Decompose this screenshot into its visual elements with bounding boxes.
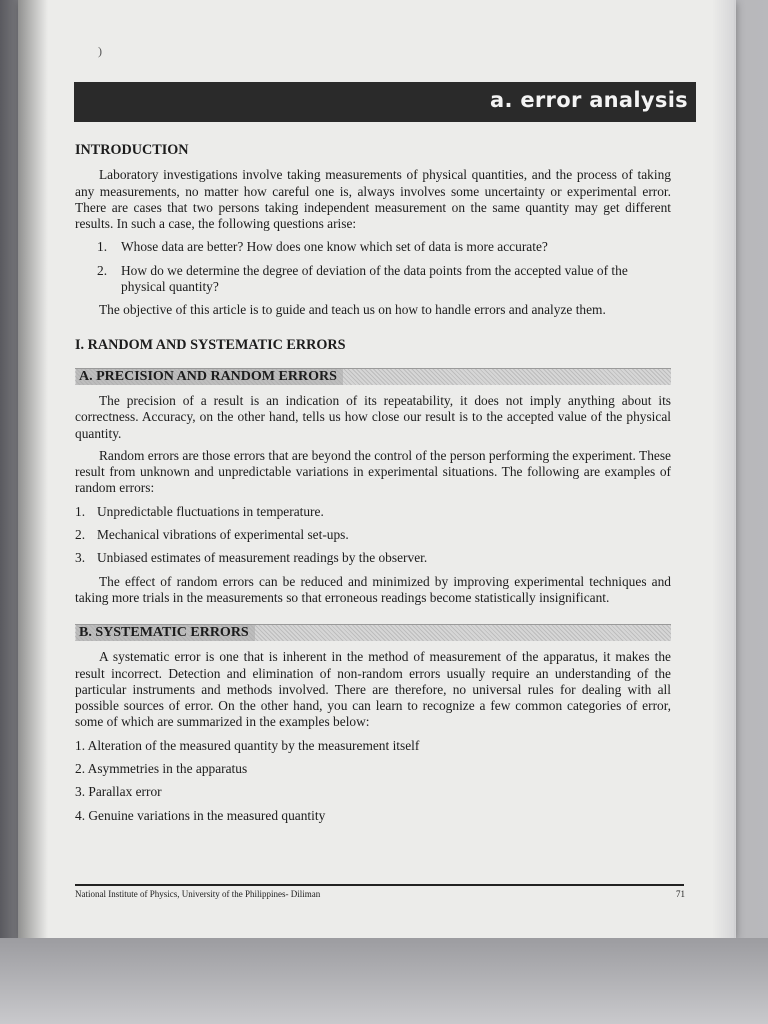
systematic-paragraph: A systematic error is one that is inherent in the method of measurement of the apparatus, it makes the result incorrect. Detection and elimination of non-random errors usually require an understanding of the particular instruments and methods involved. There are therefore, no universal rules for dealing with all possible sources of error. On the other hand, you can learn to recognize a few common categories of error, some of which are summarized in the examples below: [75, 649, 671, 730]
footer-institution: National Institute of Physics, University of the Philippines- Diliman [75, 889, 321, 899]
margin-mark: ) [98, 44, 102, 58]
list-item [75, 263, 671, 296]
list-item [75, 504, 671, 520]
intro-paragraph: Laboratory investigations involve taking measurements of physical quantities, and the process of taking any measurements, no matter how careful one is, always involves some uncertainty or experimental error. There are cases that two persons taking independent measurement on the same quantity may get different results. In such a case, the following questions arise: [75, 167, 671, 232]
chapter-header-bar [74, 82, 696, 122]
systematic-error-examples [75, 738, 671, 824]
list-number: 3. [75, 550, 86, 566]
random-errors-effect-paragraph: The effect of random errors can be reduced and minimized by improving experimental techniques and taking more trials in the measurements so that erroneous readings become statistically insignificant. [75, 573, 671, 605]
intro-questions [75, 239, 671, 295]
list-item: 3. Parallax error [75, 784, 162, 800]
list-text: Unbiased estimates of measurement readings by the observer. [97, 550, 428, 566]
objective-paragraph: The objective of this article is to guide and teach us on how to handle errors and analyze them. [99, 302, 606, 318]
section-bar-precision [75, 368, 671, 385]
chapter-title: a. error analysis [490, 88, 688, 112]
random-errors-paragraph: Random errors are those errors that are beyond the control of the person performing the experiment. These result from unknown and unpredictable variations in experimental situations. The following are examples of random errors: [75, 447, 671, 496]
page-right-edge [712, 0, 736, 938]
list-item [75, 550, 671, 566]
list-number: 1. [97, 239, 108, 255]
list-item [75, 527, 671, 543]
list-number: 2. [97, 262, 108, 278]
precision-paragraph: The precision of a result is an indication of its repeatability, it does not imply anything about its correctness. Accuracy, on the other hand, tells us how close our result is to the accepted value of the physical quantity. [75, 392, 671, 441]
list-item: 4. Genuine variations in the measured quantity [75, 807, 326, 823]
scanner-bed [0, 938, 768, 1024]
page-binding-shadow [18, 0, 48, 938]
footer-rule [75, 884, 684, 886]
section-heading-systematic: B. SYSTEMATIC ERRORS [76, 625, 255, 641]
list-item: 1. Alteration of the measured quantity by the measurement itself [75, 737, 420, 753]
list-text: Mechanical vibrations of experimental set-ups. [97, 527, 349, 543]
list-number: 1. [75, 503, 86, 519]
list-text: Whose data are better? How does one know which set of data is more accurate? [121, 239, 548, 255]
page-content [75, 142, 671, 831]
random-error-examples [75, 504, 671, 567]
list-text: How do we determine the degree of deviation of the data points from the accepted value of the physical quantity? [121, 262, 628, 295]
list-number: 2. [75, 527, 86, 543]
list-item: 2. Asymmetries in the apparatus [75, 761, 248, 777]
section-heading-random-systematic: I. RANDOM AND SYSTEMATIC ERRORS [75, 336, 346, 353]
page-number: 71 [676, 889, 685, 899]
section-bar-systematic [75, 624, 671, 641]
section-heading-precision: A. PRECISION AND RANDOM ERRORS [76, 369, 343, 385]
intro-heading: INTRODUCTION [75, 142, 189, 158]
list-text: Unpredictable fluctuations in temperature. [97, 503, 324, 519]
list-item [75, 239, 671, 255]
